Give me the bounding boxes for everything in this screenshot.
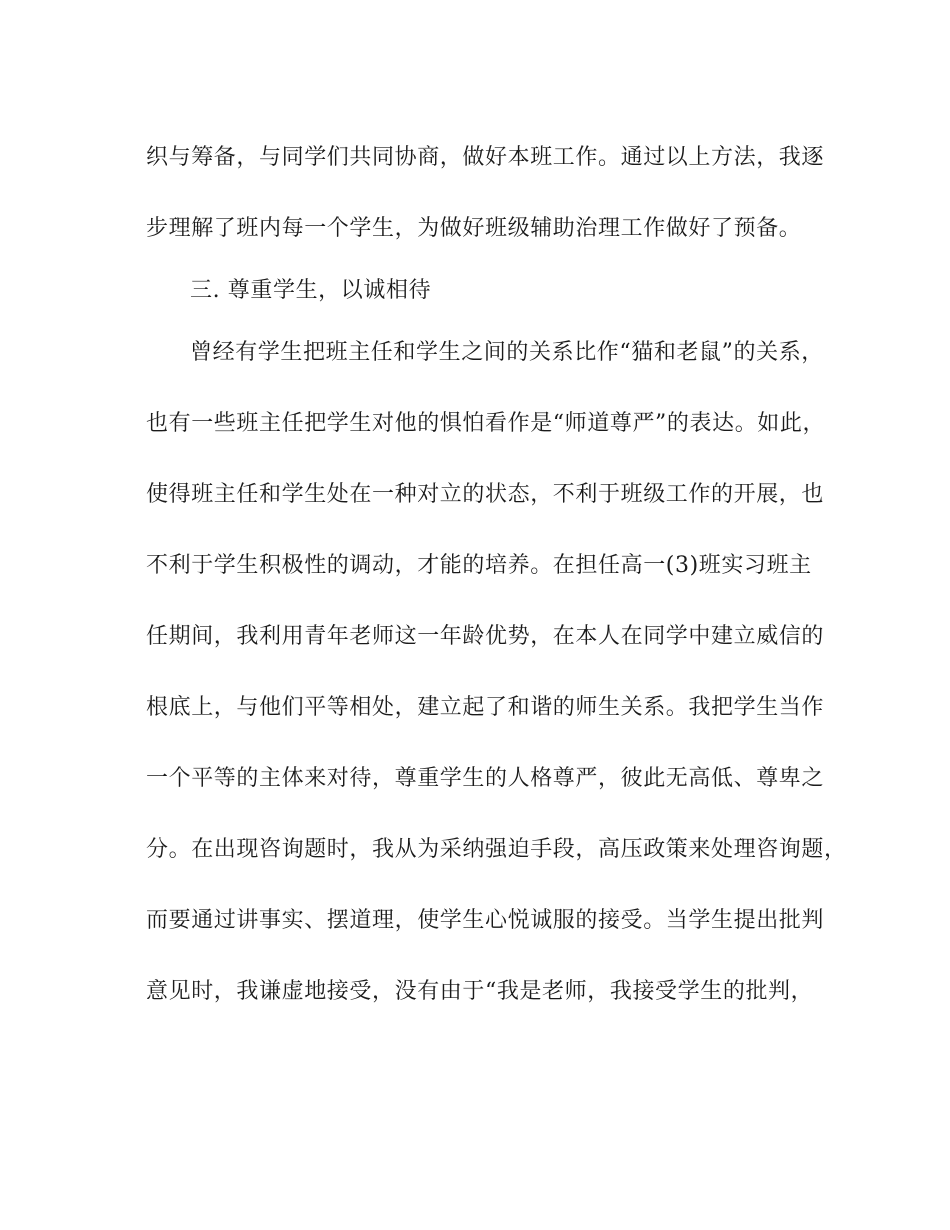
paragraph-line: 曾经有学生把班主任和学生之间的关系比作“猫和老鼠”的关系， (190, 340, 824, 365)
paragraph-line: 一个平等的主体来对待，尊重学生的人格尊严，彼此无高低、尊卑之 (146, 766, 825, 791)
paragraph-line: 使得班主任和学生处在一种对立的状态，不利于班级工作的开展，也 (146, 482, 825, 507)
paragraph-line: 步理解了班内每一个学生，为做好班级辅助治理工作做好了预备。 (146, 216, 802, 241)
paragraph-line: 根底上，与他们平等相处，建立起了和谐的师生关系。我把学生当作 (146, 695, 825, 720)
paragraph-line: 织与筹备，与同学们共同协商，做好本班工作。通过以上方法，我逐 (146, 145, 825, 170)
paragraph-line: 任期间，我利用青年老师这一年龄优势，在本人在同学中建立威信的 (146, 624, 825, 649)
section-heading: 三. 尊重学生，以诚相待 (190, 278, 432, 303)
paragraph-line: 不利于学生积极性的调动，才能的培养。在担任高一(3)班实习班主 (146, 553, 812, 578)
paragraph-line: 也有一些班主任把学生对他的惧怕看作是“师道尊严”的表达。如此， (146, 411, 826, 436)
paragraph-line: 意见时，我谦虚地接受，没有由于“我是老师，我接受学生的批判， (146, 979, 814, 1004)
paragraph-line: 分。在出现咨询题时，我从为采纳强迫手段，高压政策来处理咨询题， (146, 837, 847, 862)
paragraph-line: 而要通过讲事实、摆道理，使学生心悦诚服的接受。当学生提出批判 (146, 908, 825, 933)
